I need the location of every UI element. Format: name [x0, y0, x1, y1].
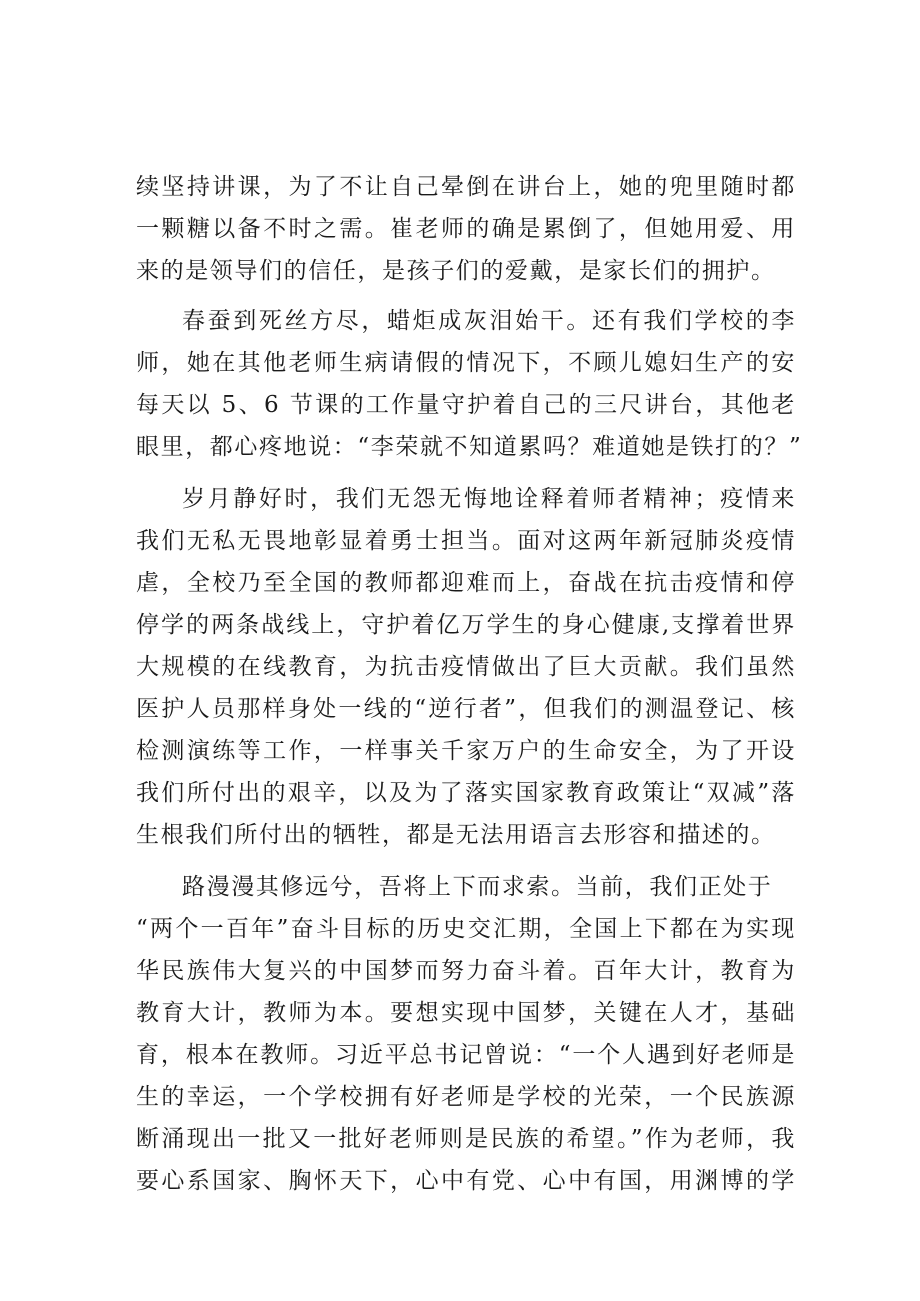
text-line: 岁月静好时，我们无怨无悔地诠释着师者精神；疫情来 [182, 486, 796, 512]
text-line: 大规模的在线教育，为抗击疫情做出了巨大贡献。我们虽然 [136, 654, 796, 680]
text-line: 春蚕到死丝方尽，蜡炬成灰泪始干。还有我们学校的李 [182, 308, 796, 334]
text-line: 医护人员那样身处一线的“逆行者”，但我们的测温登记、核 [136, 696, 796, 722]
text-line: 生的幸运，一个学校拥有好老师是学校的光荣，一个民族源 [136, 1084, 796, 1110]
text-line: 教育大计，教师为本。要想实现中国梦，关键在人才，基础 [136, 1000, 796, 1026]
paragraph-4 [136, 866, 796, 908]
text-line: 育，根本在教师。习近平总书记曾说：“一个人遇到好老师是 [136, 1042, 796, 1068]
text-line: 每天以 5、6 节课的工作量守护着自己的三尺讲台，其他老 [136, 392, 796, 418]
text-line: “两个一百年”奋斗目标的历史交汇期，全国上下都在为实现 [136, 916, 796, 942]
text-line: 停学的两条战线上，守护着亿万学生的身心健康,支撑着世界 [136, 612, 796, 638]
text-line: 续坚持讲课，为了不让自己晕倒在讲台上，她的兜里随时都 [136, 174, 796, 200]
text-line: 虐，全校乃至全国的教师都迎难而上，奋战在抗击疫情和停 [136, 570, 796, 596]
text-line: 路漫漫其修远兮，吾将上下而求索。当前，我们正处于 [182, 874, 773, 900]
paragraph-3 [136, 478, 796, 856]
text-line: 生根我们所付出的牺牲，都是无法用语言去形容和描述的。 [136, 822, 776, 848]
text-line: 师，她在其他老师生病请假的情况下，不顾儿媳妇生产的安 [136, 350, 796, 376]
paragraph-5 [136, 908, 796, 1202]
paragraph-2 [136, 300, 803, 468]
text-line: 眼里，都心疼地说：“李荣就不知道累吗？难道她是铁打的？” [136, 434, 803, 460]
text-line: 要心系国家、胸怀天下，心中有党、心中有国，用渊博的学 [136, 1168, 796, 1194]
text-line: 来的是领导们的信任，是孩子们的爱戴，是家长们的拥护。 [136, 258, 776, 284]
text-line: 我们无私无畏地彰显着勇士担当。面对这两年新冠肺炎疫情 [136, 528, 796, 554]
paragraph-1 [136, 166, 796, 292]
text-line: 我们所付出的艰辛，以及为了落实国家教育政策让“双减”落 [136, 780, 796, 806]
text-line: 一颗糖以备不时之需。崔老师的确是累倒了，但她用爱、用 [136, 216, 796, 242]
text-line: 断涌现出一批又一批好老师则是民族的希望。”作为老师，我 [136, 1126, 796, 1152]
text-line: 检测演练等工作，一样事关千家万户的生命安全，为了开设 [136, 738, 796, 764]
text-line: 华民族伟大复兴的中国梦而努力奋斗着。百年大计，教育为 [136, 958, 796, 984]
